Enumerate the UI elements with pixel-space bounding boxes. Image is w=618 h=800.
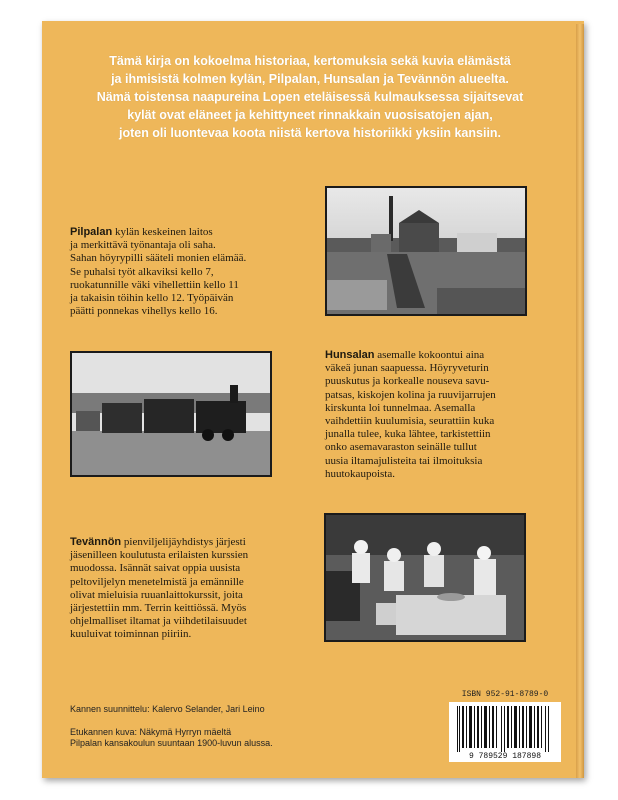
- intro-line: Nämä toistensa naapureina Lopen eteläisessä kulmauksessa sijaitsevat: [96, 90, 524, 104]
- hunsala-text-block: [325, 349, 565, 481]
- intro-line: Tämä kirja on kokoelma historiaa, kertomuksia sekä kuvia elämästä: [109, 54, 511, 68]
- intro-text: [60, 52, 560, 142]
- pilpala-text-block: [70, 226, 310, 318]
- hunsala-text: asemalle kokoontui aina väkeä junan saapuessa. Höyryveturin puuskutus ja korkealle nouseva savu- patsas, kiskojen kolina ja ruuvijarrujen kirskunta loi tunnelmaa. Asemalla vaihdettiin kuulumisia, seurattiin kuka junalla tulee, kuka lähtee, tarkistettiin onko asemavaraston seinälle tullut uusia iltamajulisteita tai ilmoituksia huutokaupoista.: [325, 349, 496, 480]
- book-spine: [576, 24, 584, 778]
- front-photo-credit-line-2: Pilpalan kansakoulun suuntaan 1900-luvun alussa.: [70, 738, 273, 748]
- pilpala-name: Pilpalan: [70, 226, 113, 238]
- tevanto-name: Tevännön: [70, 536, 122, 548]
- pilpala-text: kylän keskeinen laitos ja merkittävä työnantaja oli saha. Sahan höyrypilli sääteli monien elämää. Se puhalsi työt alkaviksi kello 7, ruokatunnille väki vihellettiin kello 11 ja takaisin töihin kello 12. Työpäivän päätti ponnekas vihellys kello 16.: [70, 226, 247, 318]
- sawmill-photo: [325, 186, 527, 316]
- intro-line: joten oli luontevaa koota niistä kertova historiikki yksiin kansiin.: [118, 126, 502, 140]
- train-photo: [70, 351, 272, 477]
- front-photo-credit-line-1: Etukannen kuva: Näkymä Hyrryn mäeltä: [70, 727, 232, 737]
- intro-line: ja ihmisistä kolmen kylän, Pilpalan, Hunsalan ja Tevännön alueelta.: [111, 72, 509, 86]
- barcode-digits: 9 789529 187898: [468, 752, 541, 761]
- kitchen-photo: [324, 513, 526, 642]
- hunsala-name: Hunsalan: [325, 349, 375, 361]
- tevanto-text-block: [70, 536, 315, 642]
- tevanto-text: pienviljelijäyhdistys järjesti jäsenilleen koulutusta erilaisten kurssien muodossa. Isännät saivat oppia uusista peltoviljelyn menetelmistä ja emännille olivat mieluisia ruuanlaittokurssit, joita järjestettiin mm. Terrin keittiössä. Myös ohjelmalliset iltamat ja viihdetilaisuudet kuuluivat toiminnan piiriin.: [70, 536, 249, 641]
- isbn-label: ISBN 952-91-8789-0: [461, 690, 549, 699]
- intro-line: kylät ovat eläneet ja kehittyneet rinnakkain vuosisatojen ajan,: [127, 108, 493, 122]
- cover-design-credit: Kannen suunnittelu: Kalervo Selander, Jari Leino: [70, 704, 265, 714]
